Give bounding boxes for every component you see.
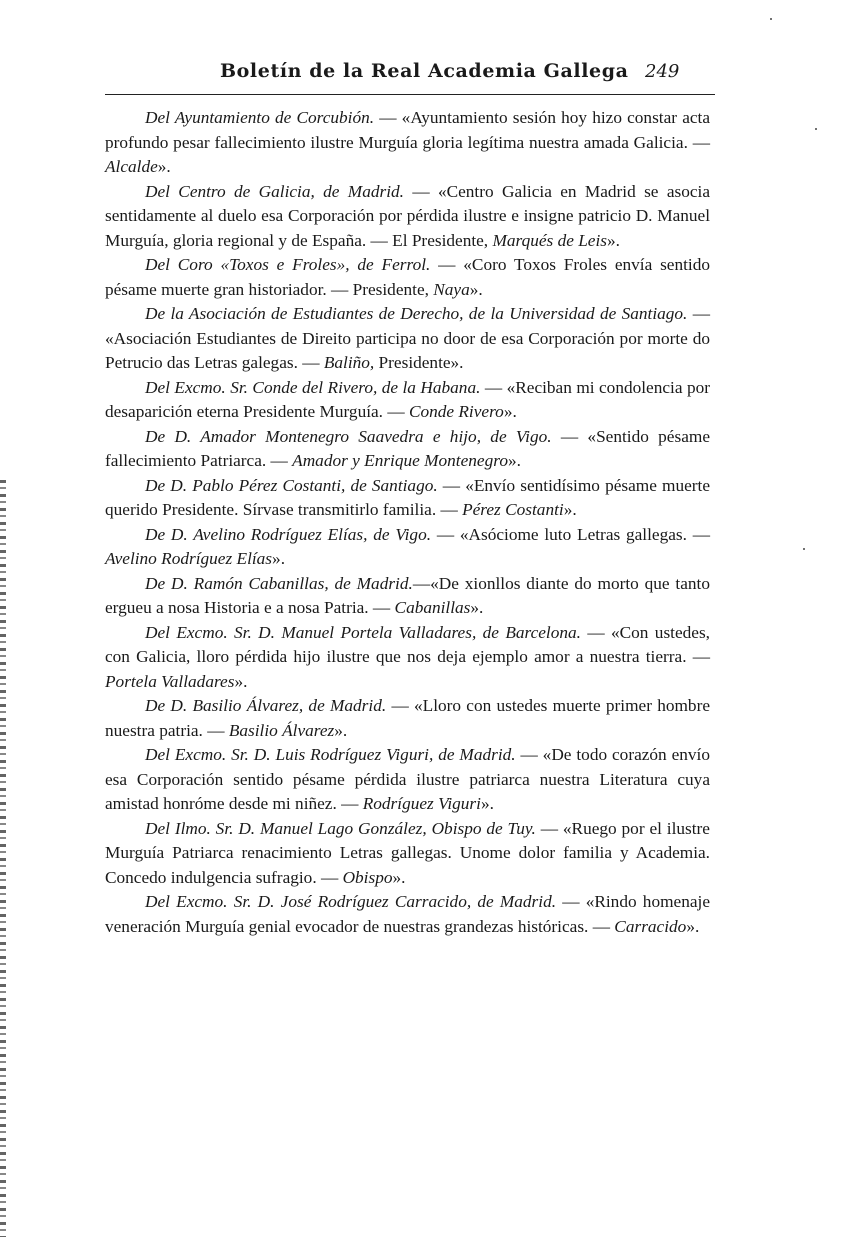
entry-signature: Basilio Álvarez bbox=[228, 720, 335, 740]
entry-source: De D. Pablo Pérez Costanti, de Santiago. bbox=[145, 475, 438, 495]
entry-message: — «Sentido pésame fallecimiento Patriarca. — bbox=[105, 426, 710, 470]
entry-source: De D. Amador Montenegro Saavedra e hijo, de Vigo. bbox=[145, 426, 552, 446]
entry-signature: Cabanillas bbox=[394, 598, 471, 617]
entry-tail: ». bbox=[392, 867, 406, 887]
entry-signature: Carracido bbox=[614, 916, 687, 936]
entry-message: — «Reciban mi condolencia por desaparición eterna Presidente Murguía. — bbox=[105, 377, 710, 421]
entry-tail: ». bbox=[503, 402, 517, 421]
entry-asociacion-estudiantes bbox=[105, 302, 710, 376]
running-header bbox=[105, 56, 715, 90]
entry-conde-rivero bbox=[105, 376, 710, 425]
entry-message: — «Ruego por el ilustre Murguía Patriarca renacimiento Letras gallegas. Unome dolor familia y Academia. Concedo indulgencia sufragio. — bbox=[105, 818, 710, 887]
entry-tail: ». bbox=[563, 500, 577, 519]
entry-source: Del Ayuntamiento de Corcubión. bbox=[145, 108, 375, 127]
entry-source: Del Excmo. Sr. D. Luis Rodríguez Viguri, de Madrid. bbox=[145, 745, 516, 764]
entry-obispo-tuy bbox=[105, 817, 710, 891]
entry-tail: ». bbox=[469, 279, 483, 299]
binding-edge bbox=[0, 480, 6, 1237]
entry-tail: ». bbox=[480, 794, 494, 813]
entry-source: Del Centro de Galicia, de Madrid. bbox=[145, 181, 404, 201]
entry-coro-toxos-froles bbox=[105, 253, 710, 302]
entry-tail: Presidente». bbox=[374, 353, 464, 372]
entry-message: — «Asociación Estudiantes de Direito participa no door de esa Corporación por morte do Petrucio das Letras galegas. — bbox=[105, 304, 710, 372]
entry-message: — «Coro Toxos Froles envía sentido pésame muerte gran historiador. — Presidente, bbox=[105, 255, 710, 299]
entry-message: — «Asóciome luto Letras gallegas. — bbox=[431, 524, 710, 544]
entry-signature: Rodríguez Viguri bbox=[362, 794, 481, 813]
entry-tail: ». bbox=[272, 549, 286, 568]
header-rule bbox=[105, 94, 715, 95]
entry-avelino-rodriguez bbox=[105, 523, 710, 572]
entry-signature: Pérez Costanti bbox=[462, 500, 564, 519]
entry-tail: ». bbox=[686, 916, 700, 936]
entry-basilio-alvarez bbox=[105, 694, 710, 743]
entry-tail: ». bbox=[607, 230, 620, 250]
entry-signature: Baliño, bbox=[323, 353, 375, 372]
entry-message: — «De todo corazón envío esa Corporación sentido pésame pérdida ilustre patriarca nuestra Literatura cuya amistad honróme desde mi niñez. — bbox=[105, 745, 710, 813]
entry-message: — «Lloro con ustedes muerte primer hombre nuestra patria. — bbox=[105, 696, 711, 740]
entry-source: De la Asociación de Estudiantes de Derecho, de la Universidad de Santiago. bbox=[145, 304, 688, 323]
entry-signature: Avelino Rodríguez Elías bbox=[105, 549, 273, 568]
entry-tail: ». bbox=[507, 451, 521, 470]
entry-source: De D. Ramón Cabanillas, de Madrid. bbox=[145, 573, 413, 593]
entry-amador-montenegro bbox=[105, 425, 710, 474]
entry-signature: Marqués de Leis bbox=[492, 230, 608, 250]
entry-message: — «Centro Galicia en Madrid se asocia sentidamente al duelo esa Corporación por pérdida ilustre e insigne patricio D. Manuel Murguía, gloria regional y de España. — El Presidente, bbox=[105, 181, 710, 250]
entry-signature: Amador y Enrique Montenegro bbox=[292, 451, 508, 470]
entry-source: Del Coro «Toxos e Froles», de Ferrol. bbox=[145, 255, 431, 274]
entry-message: — «Ayuntamiento sesión hoy hizo constar acta profundo pesar fallecimiento ilustre Murguía gloria legítima nuestra amada Galicia. — bbox=[105, 108, 711, 152]
entry-source: De D. Avelino Rodríguez Elías, de Vigo. bbox=[145, 524, 432, 544]
entry-source: De D. Basilio Álvarez, de Madrid. bbox=[145, 696, 387, 715]
entry-signature: Alcalde bbox=[105, 157, 158, 176]
entry-tail: ». bbox=[470, 598, 484, 617]
entry-source: Del Excmo. Sr. Conde del Rivero, de la Habana. bbox=[145, 377, 481, 397]
telegram-list bbox=[105, 106, 710, 939]
entry-ramon-cabanillas bbox=[105, 572, 710, 621]
scan-speck bbox=[803, 548, 805, 550]
entry-perez-costanti bbox=[105, 474, 710, 523]
scan-speck bbox=[770, 18, 772, 20]
entry-tail: ». bbox=[234, 671, 248, 691]
entry-source: Del Ilmo. Sr. D. Manuel Lago González, Obispo de Tuy. bbox=[145, 818, 536, 838]
entry-source: Del Excmo. Sr. D. Manuel Portela Valladares, de Barcelona. bbox=[145, 622, 581, 642]
entry-message: — «Rindo homenaje veneración Murguía genial evocador de nuestras grandezas históricas. — bbox=[105, 892, 710, 936]
entry-message: — «Envío sentidísimo pésame muerte querido Presidente. Sírvase transmitirlo familia. — bbox=[105, 475, 710, 519]
entry-rodriguez-carracido bbox=[105, 890, 710, 939]
entry-rodriguez-viguri bbox=[105, 743, 710, 817]
entry-signature: Portela Valladares bbox=[105, 671, 235, 691]
entry-signature: Obispo bbox=[342, 867, 393, 887]
entry-centro-galicia-madrid bbox=[105, 180, 710, 254]
entry-signature: Conde Rivero bbox=[408, 402, 504, 421]
page-number: 249 bbox=[645, 61, 680, 82]
entry-signature: Naya bbox=[433, 279, 470, 299]
entry-ayuntamiento-corcubion bbox=[105, 106, 710, 180]
entry-portela-valladares bbox=[105, 621, 710, 695]
entry-tail: ». bbox=[157, 157, 171, 176]
entry-message: —«De xionllos diante do morto que tanto ergueu a nosa Historia e a nosa Patria. — bbox=[105, 573, 710, 617]
journal-title: Boletín de la Real Academia Gallega bbox=[220, 60, 629, 82]
entry-source: Del Excmo. Sr. D. José Rodríguez Carracido, de Madrid. bbox=[145, 892, 557, 911]
entry-message: — «Con ustedes, con Galicia, lloro pérdida hijo ilustre que nos deja ejemplo amor a nuestra tierra. — bbox=[105, 622, 711, 666]
scan-speck bbox=[815, 128, 817, 130]
entry-tail: ». bbox=[334, 720, 348, 740]
